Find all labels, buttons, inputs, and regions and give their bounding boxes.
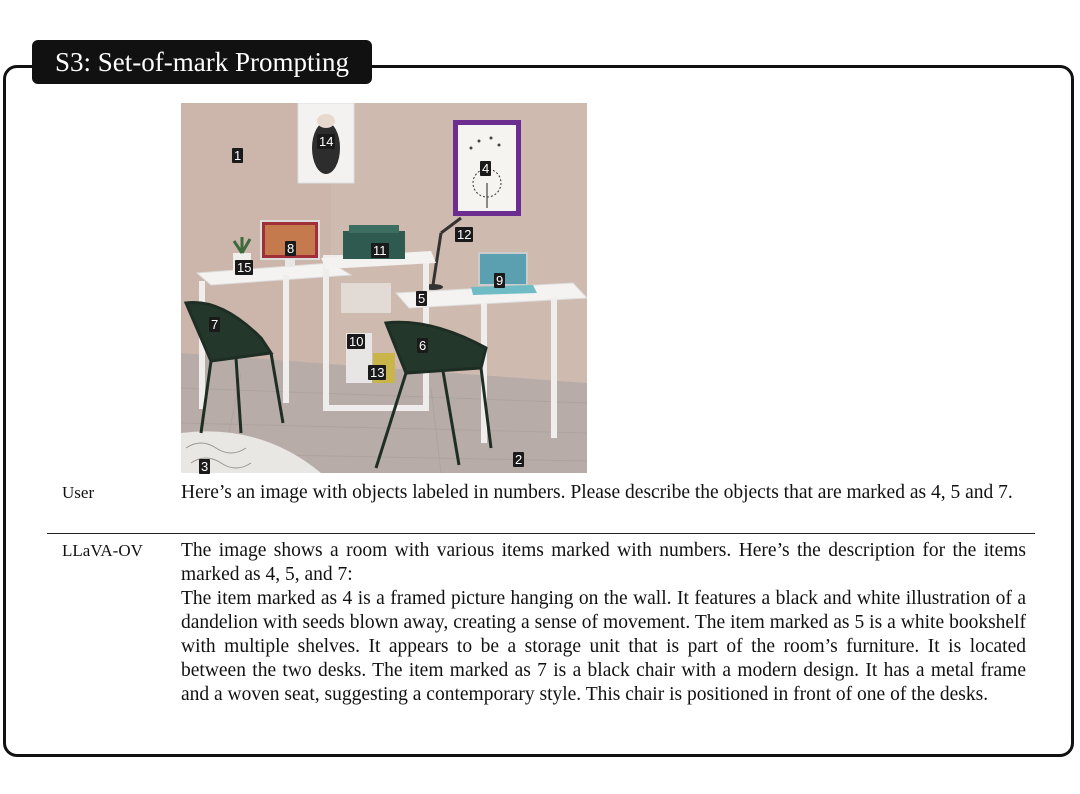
mark-label-6: 6 [419, 338, 427, 353]
mark-label-11: 11 [373, 243, 387, 258]
panel-title: S3: Set-of-mark Prompting [32, 40, 372, 84]
assistant-response-text [181, 539, 1026, 707]
mark-label-4: 4 [482, 161, 490, 176]
mark-label-1: 1 [234, 148, 242, 163]
mark-label-13: 13 [370, 365, 385, 380]
mark-label-14: 14 [319, 134, 334, 149]
mark-label-7: 7 [211, 317, 219, 332]
dialogue-turn-assistant [62, 539, 1037, 734]
mark-label-3: 3 [201, 459, 209, 474]
speaker-label: User [62, 483, 95, 502]
user-prompt-text [181, 481, 1026, 505]
divider-rule [47, 533, 1035, 534]
room-scene-image [181, 103, 587, 473]
mark-label-9: 9 [496, 273, 504, 288]
dialogue-turn-user [62, 481, 1037, 531]
mark-label-2: 2 [515, 452, 523, 467]
response-paragraph-details: The item marked as 4 is a framed picture hanging on the wall. It features a black and white illustration of a dandelion with seeds blown away, creating a sense of movement. The item marked as 5 is a white bookshelf with multiple shelves. It appears to be a storage unit that is part of the room’s furniture. It is located between the two desks. The item marked as 7 is a black chair with a modern design. It has a metal frame and a woven seat, suggesting a contemporary style. This chair is positioned in front of one of the desks. [181, 588, 1026, 705]
mark-label-10: 10 [349, 334, 364, 349]
response-paragraph-intro: The image shows a room with various items marked with numbers. Here’s the description for the items marked as 4, 5, and 7: [181, 540, 1026, 585]
mark-label-8: 8 [287, 241, 295, 256]
mark-label-5: 5 [418, 291, 426, 306]
mark-label-15: 15 [237, 260, 252, 275]
prompt-paragraph: Here’s an image with objects labeled in numbers. Please describe the objects that are marked as 4, 5 and 7. [181, 482, 1013, 503]
mark-label-12: 12 [457, 227, 472, 242]
speaker-label: LLaVA-OV [62, 541, 143, 560]
